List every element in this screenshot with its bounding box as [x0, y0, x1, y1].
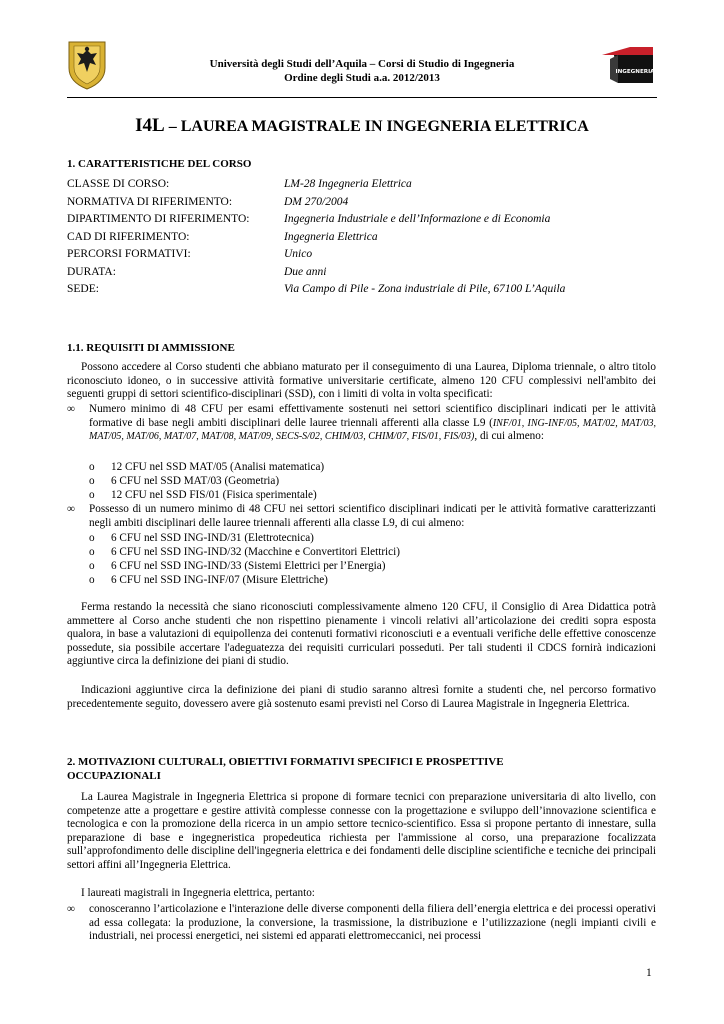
- kv-row: [67, 211, 657, 229]
- kv-row: [67, 176, 657, 194]
- ingegneria-logo-text: INGEGNERIA: [615, 69, 655, 75]
- list-item: [89, 559, 649, 573]
- list-item: [89, 474, 649, 488]
- page-number: 1: [646, 967, 652, 979]
- section-2-paragraph-1-text: La Laurea Magistrale in Ingegneria Elettrica si propone di formare tecnici con preparazione universitaria di alto livello, con competenze atte a progettare e gestire attività complesse connesse con la progettazione e sviluppo dell’innovazione scientifica e tecnologica e con la promozione della ricerca in un ampio settore tecnico-scientifico. Essa si propone pertanto di innestare, sulla preparazione di base e ingegneristica propedeutica richiesta per l'ammissione al corso, una preparazione focalizzata sull’approfondimento delle discipline dell'ingegneria elettrica e dei fondamenti delle discipline scientifiche e tecniche dei principali settori affini all’Ingegneria Elettrica.: [67, 791, 656, 871]
- header-order-line: Ordine degli Studi a.a. 2012/2013: [284, 72, 440, 84]
- course-characteristics-table: [67, 176, 657, 299]
- sub-marker: o: [89, 489, 95, 501]
- document-title: [0, 114, 724, 138]
- list-item: [89, 545, 649, 559]
- section-1-heading: 1. CARATTERISTICHE DEL CORSO: [67, 158, 252, 170]
- section-2-paragraph-1: [67, 791, 656, 873]
- list-item: [89, 460, 649, 474]
- bullet-marker: ∞: [67, 503, 75, 515]
- kv-value: Due anni: [284, 265, 327, 278]
- kv-row: [67, 264, 657, 282]
- sub-marker: o: [89, 461, 95, 473]
- title-code: I4L: [135, 115, 165, 136]
- kv-key: DURATA:: [67, 265, 116, 278]
- kv-key: CLASSE DI CORSO:: [67, 178, 170, 190]
- header-university-line: Università degli Studi dell’Aquila – Corsi di Studio di Ingegneria: [209, 58, 515, 70]
- kv-row: [67, 246, 657, 264]
- kv-value: Unico: [284, 248, 313, 260]
- title-text: – LAUREA MAGISTRALE IN INGEGNERIA ELETTRICA: [164, 118, 589, 135]
- list-item: [89, 531, 649, 545]
- section-2-heading-line1: 2. MOTIVAZIONI CULTURALI, OBIETTIVI FORMATIVI SPECIFICI E PROSPETTIVE: [67, 756, 504, 768]
- sub-marker: o: [89, 475, 95, 487]
- bullet-2-sublist: [89, 531, 649, 587]
- kv-key: DIPARTIMENTO DI RIFERIMENTO:: [67, 213, 250, 225]
- header-divider: [67, 97, 657, 98]
- kv-key: SEDE:: [67, 283, 99, 295]
- section-2-bullet-1-text: conosceranno l’articolazione e l'interazione delle diverse componenti della filiera dell’energia elettrica e dei processi operativi ad essa collegata: la produzione, la conversione, la trasmissione, la distribuzione e l’utilizzazione (negli impianti civili e industriali, nei processi energetici, nei sistemi ed apparati elettromeccanici, nei processi: [89, 903, 656, 943]
- list-item-text: 6 CFU nel SSD ING-INF/07 (Misure Elettriche): [111, 574, 328, 586]
- kv-value: LM-28 Ingegneria Elettrica: [284, 178, 412, 190]
- bullet-2-text: Possesso di un numero minimo di 48 CFU nei settori scientifico disciplinari indicati per le attività formative caratterizzanti negli ambiti disciplinari delle lauree triennali afferenti alla classe L9, di cui almeno:: [89, 503, 656, 529]
- kv-key: CAD DI RIFERIMENTO:: [67, 230, 190, 243]
- list-item-text: 6 CFU nel SSD ING-IND/33 (Sistemi Elettrici per l’Energia): [111, 560, 386, 572]
- section-2-heading: [67, 755, 657, 783]
- admission-intro-text: Possono accedere al Corso studenti che abbiano maturato per il conseguimento di una Laurea, Diploma triennale, o altro titolo riconosciuto idoneo, o in successive attività formative universitarie certificate, almeno 120 CFU complessivi nell'ambito dei seguenti gruppi di settori scientifico-disciplinari (SSD), con i limiti di volta in volta specificati:: [67, 361, 656, 401]
- admission-bullet-2: [67, 503, 656, 530]
- bullet-1-ssd-list: INF/01, ING-INF/05, MAT/02, MAT/03, MAT/05, MAT/06, MAT/07, MAT/08, MAT/09, SECS-S/02, CHIM/03, CHIM/07, FIS/01, FIS/03): [89, 417, 657, 443]
- list-item: [89, 573, 649, 587]
- list-item-text: 12 CFU nel SSD MAT/05 (Analisi matematica): [111, 461, 325, 473]
- bullet-1-text: Numero minimo di 48 CFU per esami effettivamente sostenuti nei settori scientifico disciplinari indicati per le attività formative di base negli ambiti disciplinari delle lauree triennali afferenti alla classe L9 (: [89, 403, 656, 429]
- ingegneria-logo: [600, 43, 655, 85]
- bullet-1-text-end: , di cui almeno:: [474, 430, 544, 443]
- list-item-text: 12 CFU nel SSD FIS/01 (Fisica sperimentale): [111, 489, 317, 501]
- section-2-paragraph-2: [67, 887, 656, 901]
- bullet-marker: ∞: [67, 403, 75, 415]
- kv-value: Via Campo di Pile - Zona industriale di Pile, 67100 L’Aquila: [284, 283, 566, 295]
- kv-row: [67, 281, 657, 299]
- admission-paragraph-3: [67, 684, 656, 711]
- section-2-paragraph-2-text: I laureati magistrali in Ingegneria elettrica, pertanto:: [81, 887, 315, 899]
- sub-marker: o: [89, 560, 95, 572]
- admission-paragraph-2: [67, 601, 656, 669]
- kv-key: NORMATIVA DI RIFERIMENTO:: [67, 195, 233, 208]
- sub-marker: o: [89, 574, 95, 586]
- kv-value: DM 270/2004: [284, 195, 349, 208]
- kv-value: Ingegneria Industriale e dell’Informazione e di Economia: [284, 213, 551, 225]
- section-2-bullet-1: [67, 903, 656, 944]
- sub-marker: o: [89, 546, 95, 558]
- admission-bullet-1: [67, 403, 656, 444]
- kv-key: PERCORSI FORMATIVI:: [67, 248, 191, 260]
- kv-row: [67, 194, 657, 212]
- kv-row: [67, 229, 657, 247]
- list-item: [89, 488, 649, 502]
- list-item-text: 6 CFU nel SSD ING-IND/31 (Elettrotecnica): [111, 532, 314, 544]
- section-1-1-heading: 1.1. REQUISITI DI AMMISSIONE: [67, 342, 235, 354]
- list-item-text: 6 CFU nel SSD ING-IND/32 (Macchine e Convertitori Elettrici): [111, 546, 400, 558]
- admission-paragraph-2-text: Ferma restando la necessità che siano riconosciuti complessivamente almeno 120 CFU, il Consiglio di Area Didattica potrà ammettere al Corso anche studenti che non rispettino pienamente i vincoli relativi all’articolazione dei crediti sopra esposta qualora, in base a valutazioni di equipollenza dei contenuti formativi riconosciuti e a eventuali verifiche delle effettive conoscenze possedute, sia possibile accertare l'adeguatezza dei requisiti curriculari posseduti. Per tali studenti il CDCS fornirà indicazioni aggiuntive circa la definizione dei piani di studio.: [67, 601, 656, 668]
- admission-intro-paragraph: [67, 361, 656, 402]
- admission-paragraph-3-text: Indicazioni aggiuntive circa la definizione dei piani di studio saranno altresì fornite a studenti che, nel percorso formativo precedentemente seguito, dovessero avere già sostenuto esami previsti nel Corso di Laurea Magistrale in Ingegneria Elettrica.: [67, 684, 656, 710]
- kv-value: Ingegneria Elettrica: [284, 230, 378, 243]
- section-2-heading-line2: OCCUPAZIONALI: [67, 770, 161, 782]
- list-item-text: 6 CFU nel SSD MAT/03 (Geometria): [111, 475, 280, 487]
- bullet-1-sublist: [89, 460, 649, 502]
- sub-marker: o: [89, 532, 95, 544]
- bullet-marker: ∞: [67, 903, 75, 915]
